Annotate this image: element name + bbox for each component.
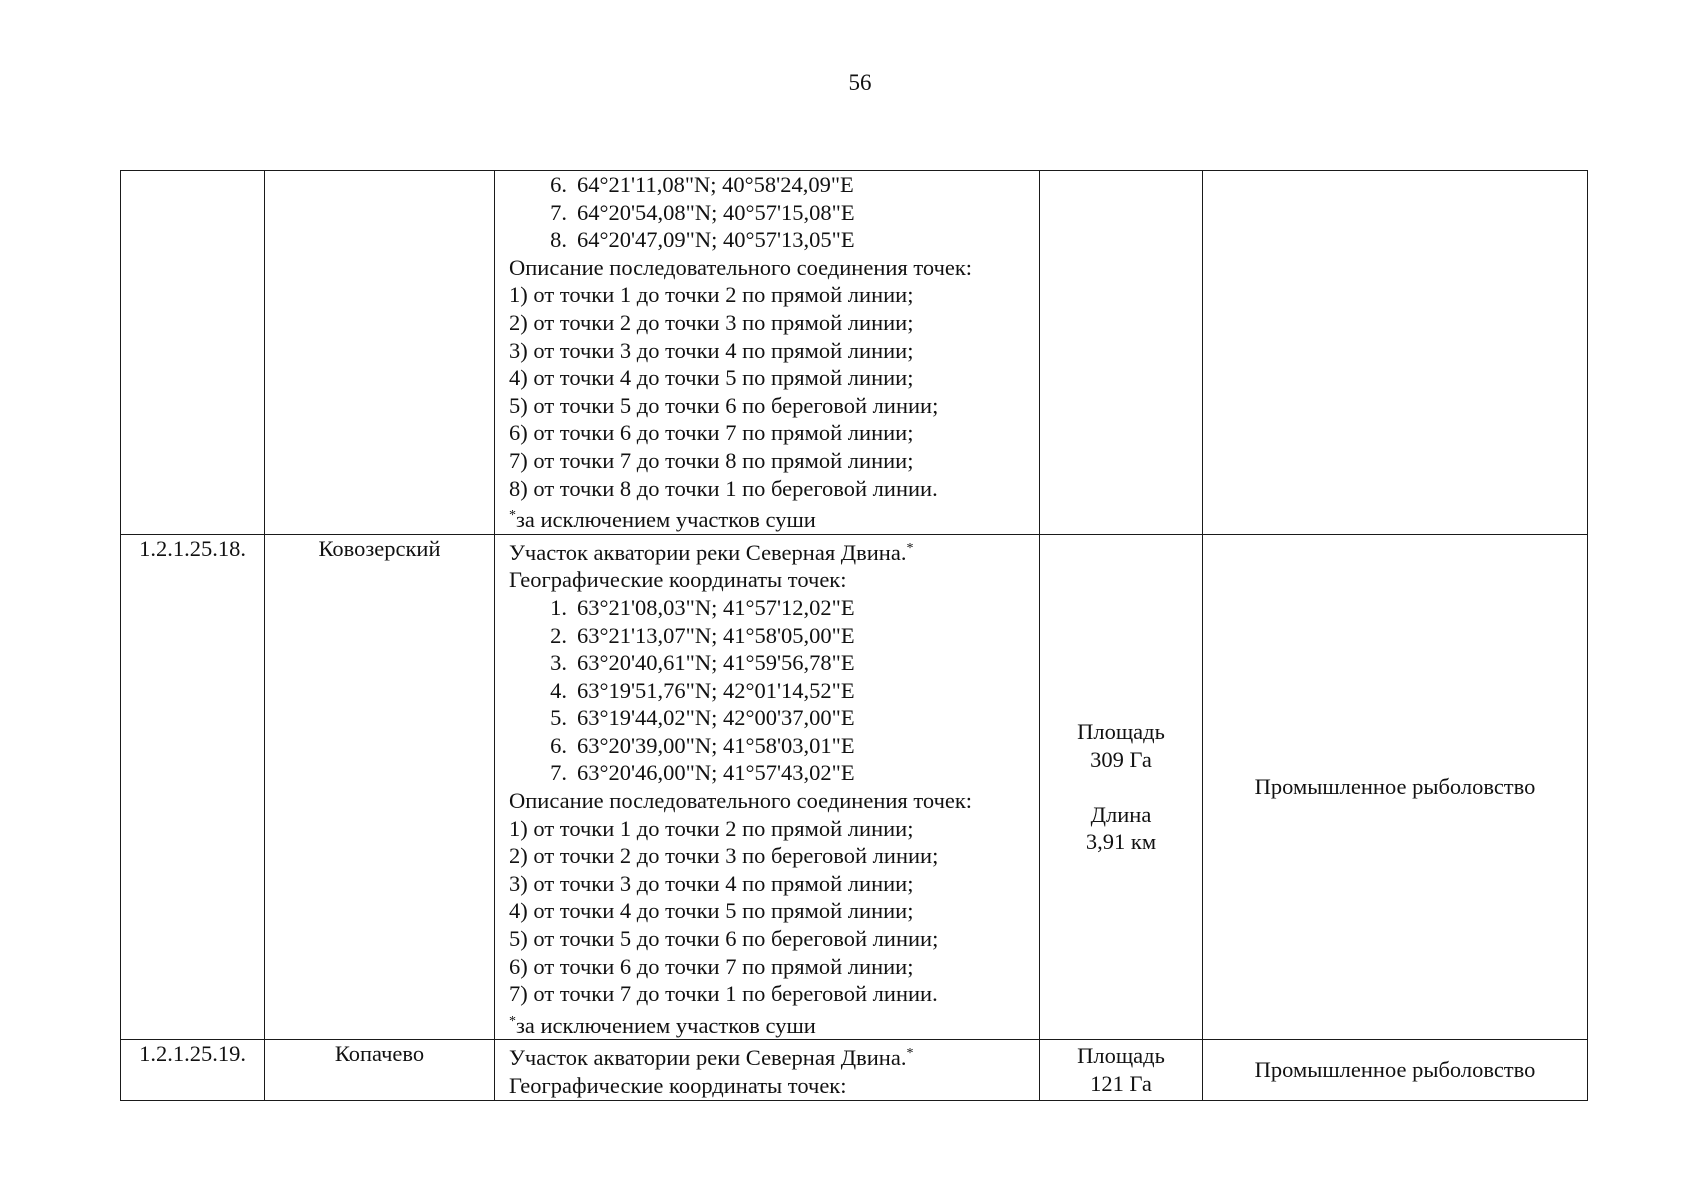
description-cell	[495, 534, 1040, 1040]
connection-item: 1) от точки 1 до точки 2 по прямой линии;	[509, 815, 914, 841]
description-cell	[495, 171, 1040, 535]
name-cell	[265, 171, 495, 535]
number-cell	[121, 171, 265, 535]
connection-item: 4) от точки 4 до точки 5 по прямой линии;	[509, 898, 914, 924]
table-row-19	[121, 1040, 1588, 1100]
connection-item: 3) от точки 3 до точки 4 по прямой линии;	[509, 337, 914, 363]
usage-cell	[1203, 171, 1588, 535]
coordinate-item: 4. 63°19'51,76"N; 42°01'14,52"E	[550, 677, 855, 703]
connection-item: 4) от точки 4 до точки 5 по прямой линии;	[509, 365, 914, 391]
coordinate-item: 5. 63°19'44,02"N; 42°00'37,00"E	[550, 705, 855, 731]
coordinate-list	[509, 594, 1039, 787]
usage-cell: Промышленное рыболовство	[1203, 1040, 1588, 1100]
row-number: 1.2.1.25.19.	[121, 1040, 265, 1100]
length-label: Длина	[1090, 801, 1152, 827]
coordinate-item: 3. 63°20'40,61"N; 41°59'56,78"E	[550, 650, 855, 676]
connection-item: 2) от точки 2 до точки 3 по береговой линии;	[509, 843, 939, 869]
area-intro: Участок акватории реки Северная Двина.*	[509, 539, 914, 565]
connection-item: 3) от точки 3 до точки 4 по прямой линии;	[509, 870, 914, 896]
connection-title: Описание последовательного соединения точек:	[509, 254, 973, 280]
footnote: *за исключением участков суши	[509, 1012, 816, 1038]
connection-item: 7) от точки 7 до точки 8 по прямой линии;	[509, 447, 914, 473]
area-name: Ковозерский	[265, 534, 495, 1040]
table-row-18	[121, 534, 1588, 1040]
connection-item: 6) от точки 6 до точки 7 по прямой линии;	[509, 953, 914, 979]
page-number: 56	[848, 70, 872, 95]
area-value: 309 Га	[1090, 746, 1152, 772]
coordinate-item: 6. 63°20'39,00"N; 41°58'03,01"E	[550, 732, 855, 758]
area-name: Копачево	[265, 1040, 495, 1100]
area-value: 121 Га	[1090, 1071, 1152, 1096]
coordinate-item: 7. 63°20'46,00"N; 41°57'43,02"E	[550, 760, 855, 786]
coordinate-item: 6. 64°21'11,08"N; 40°58'24,09"E	[550, 172, 854, 197]
table-row-continued	[121, 171, 1588, 535]
length-value: 3,91 км	[1085, 829, 1157, 855]
connection-item: 1) от точки 1 до точки 2 по прямой линии;	[509, 282, 914, 308]
coordinate-list	[509, 171, 1039, 254]
area-label: Площадь	[1077, 1043, 1165, 1069]
coordinate-item: 2. 63°21'13,07"N; 41°58'05,00"E	[550, 622, 855, 648]
area-intro: Участок акватории реки Северная Двина.*	[509, 1045, 914, 1071]
size-cell	[1040, 171, 1203, 535]
usage-cell: Промышленное рыболовство	[1203, 534, 1588, 1040]
area-label: Площадь	[1077, 719, 1165, 745]
footnote: *за исключением участков суши	[509, 507, 816, 533]
coordinate-item: 8. 64°20'47,09"N; 40°57'13,05"E	[550, 227, 855, 253]
connection-item: 2) от точки 2 до точки 3 по прямой линии;	[509, 309, 914, 335]
connection-item: 5) от точки 5 до точки 6 по береговой линии;	[509, 392, 939, 418]
connection-item: 5) от точки 5 до точки 6 по береговой линии;	[509, 926, 939, 952]
coordinates-title: Географические координаты точек:	[509, 1073, 847, 1098]
row-number: 1.2.1.25.18.	[121, 534, 265, 1040]
coordinates-title: Географические координаты точек:	[509, 567, 847, 593]
size-cell	[1040, 534, 1203, 1040]
connection-item: 8) от точки 8 до точки 1 по береговой линии.	[509, 475, 938, 501]
connection-title: Описание последовательного соединения точек:	[509, 788, 973, 814]
size-cell	[1040, 1040, 1203, 1100]
description-cell	[495, 1040, 1040, 1100]
connection-item: 6) от точки 6 до точки 7 по прямой линии;	[509, 420, 914, 446]
fishing-areas-table	[120, 170, 1588, 1101]
connection-item: 7) от точки 7 до точки 1 по береговой линии.	[509, 981, 938, 1007]
coordinate-item: 1. 63°21'08,03"N; 41°57'12,02"E	[550, 594, 855, 620]
coordinate-item: 7. 64°20'54,08"N; 40°57'15,08"E	[550, 199, 855, 225]
